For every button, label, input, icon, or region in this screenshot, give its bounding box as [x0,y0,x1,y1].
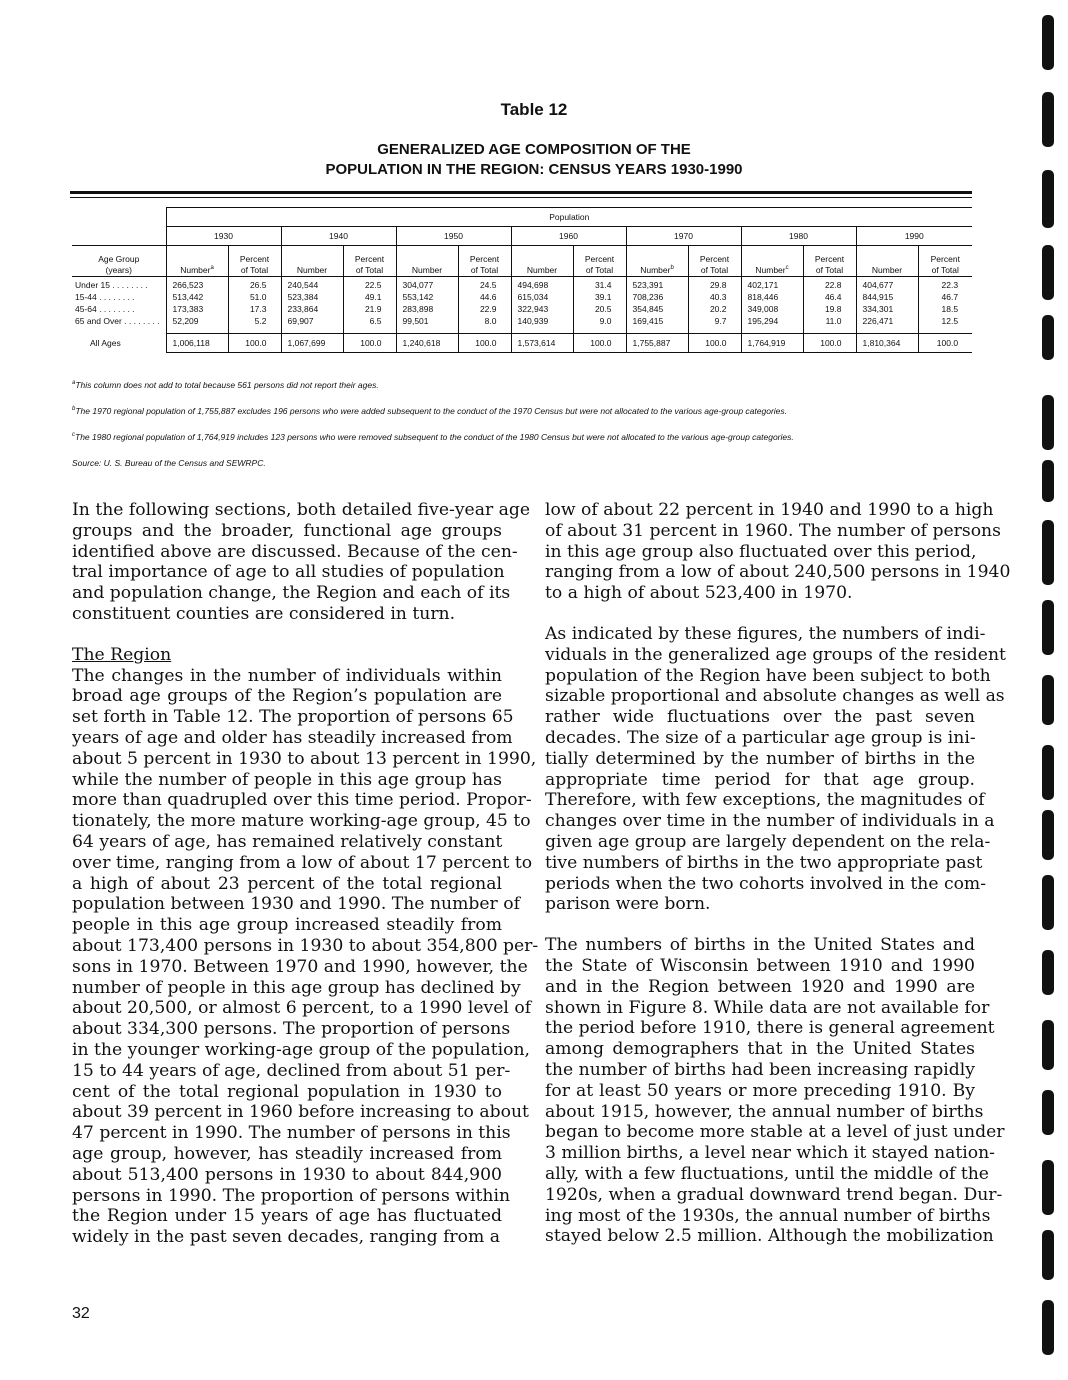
title-rule-thick [70,191,972,194]
number-label: Number [526,265,558,275]
number-cell: 844,915 [856,291,918,303]
age-group-label: 65 and Over [75,316,122,326]
text-line: more than quadrupled over this time period. Propor- [72,790,532,811]
percent-label-line-1: Percent [814,254,845,264]
table-row [72,315,972,327]
table-row [72,303,972,315]
text-line: 64 years of age, has remained relatively constant [72,831,503,852]
percent-cell: 20.5 [573,303,626,315]
right-paragraph-3 [545,935,1005,1247]
number-cell: 322,943 [511,303,573,315]
percent-cell: 22.9 [458,303,511,315]
text-line: the Region under 15 years of age has fluctuated [72,1206,502,1227]
percent-label-line-1: Percent [239,254,270,264]
number-cell: 708,236 [626,291,688,303]
text-line: 47 percent in 1990. The number of persons in this [72,1123,511,1144]
right-paragraph-2 [545,623,1006,915]
text-line: about 334,300 persons. The proportion of persons [72,1019,511,1040]
number-label: Number [180,265,211,275]
table-title-line-2: POPULATION IN THE REGION: CENSUS YEARS 1930-1990 [325,161,743,178]
number-label: Number [640,265,671,275]
number-column-header [281,246,343,277]
total-percent-cell: 100.0 [688,334,741,353]
right-text-column [545,500,1011,1247]
year-header: 1970 [626,227,741,246]
total-number-cell: 1,810,364 [856,334,918,353]
percent-cell: 22.8 [803,277,856,292]
percent-cell: 11.0 [803,315,856,327]
total-age-label: All Ages [90,338,121,348]
binding-edge-marks [1036,0,1060,1380]
percent-cell: 29.8 [688,277,741,292]
year-header: 1990 [856,227,972,246]
text-line: in this age group also fluctuated over this period, [545,541,977,562]
percent-cell: 20.2 [688,303,741,315]
table-row [72,291,972,303]
percent-column-header [803,246,856,277]
number-footnote-mark: a [210,265,214,272]
table-source: Source: U. S. Bureau of the Census and SEWRPC. [72,458,266,468]
number-cell: 513,442 [166,291,228,303]
number-label: Number [411,265,443,275]
percent-cell: 31.4 [573,277,626,292]
number-cell: 304,077 [396,277,458,292]
number-label: Number [296,265,328,275]
percent-cell: 51.0 [228,291,281,303]
text-line: about 173,400 persons in 1930 to about 354,800 per- [72,935,539,956]
percent-cell: 8.0 [458,315,511,327]
number-cell: 523,391 [626,277,688,292]
number-column-header [166,246,228,277]
total-number-cell: 1,573,614 [511,334,573,353]
age-group-header-line-1: Age Group [98,254,140,264]
number-cell: 553,142 [396,291,458,303]
text-line: began to become more stable at a level of just under [545,1122,1005,1143]
text-line: population between 1930 and 1990. The number of [72,894,520,915]
text-line: among demographers that in the United States [545,1039,975,1060]
percent-cell: 9.7 [688,315,741,327]
text-line: In the following sections, both detailed five-year age [72,500,531,520]
text-line: changes over time in the number of individuals in a [545,811,995,832]
text-line: low of about 22 percent in 1940 and 1990 to a high [545,500,994,520]
text-line: rather wide fluctuations over the past seven [545,707,975,728]
text-line: for at least 50 years or more preceding 1910. By [545,1080,975,1101]
table-stub-blank [72,208,166,227]
total-percent-cell: 100.0 [458,334,511,353]
number-cell: 404,677 [856,277,918,292]
number-cell: 52,209 [166,315,228,327]
footnote-a-mark: a [72,380,76,387]
text-line: cent of the total regional population in 1930 to [72,1081,502,1102]
percent-cell: 18.5 [918,303,972,315]
age-group-cell: Under 15 . . . . . . . . [75,280,148,290]
text-line: The changes in the number of individuals within [72,665,502,686]
table-title-line-1: GENERALIZED AGE COMPOSITION OF THE [377,141,691,158]
footnote-c-text: The 1980 regional population of 1,764,919 includes 123 persons who were removed subsequent to the conduct of the 1980 Census but were not allocated to the various age-group categories. [75,432,794,442]
text-line: As indicated by these figures, the numbers of indi- [545,623,986,644]
text-line: decades. The size of a particular age group is ini- [545,727,976,748]
number-label: Number [871,265,903,275]
percent-cell: 17.3 [228,303,281,315]
total-number-cell: 1,006,118 [166,334,228,353]
table-title [0,140,1068,180]
percent-label-line-2: of Total [585,265,614,275]
number-column-header [741,246,803,277]
text-line: in the younger working-age group of the population, [72,1039,530,1060]
text-line: and in the Region between 1920 and 1990 are [545,976,975,997]
total-number-cell: 1,067,699 [281,334,343,353]
age-composition-table-container [72,207,972,353]
age-group-header-line-2: (years) [105,265,132,275]
text-line: about 5 percent in 1930 to about 13 percent in 1990, [72,748,537,769]
number-cell: 140,939 [511,315,573,327]
text-line: given age group are largely dependent on the rela- [545,831,991,852]
percent-column-header [343,246,396,277]
footnote-b-text: The 1970 regional population of 1,755,887 excludes 196 persons who were added subsequent to the conduct of the 1970 Census but were not allocated to the various age-group categories. [75,406,788,416]
text-line: ally, with a few fluctuations, until the middle of the [545,1163,989,1184]
text-line: years of age and older has steadily increased from [72,727,513,748]
age-group-cell: 65 and Over . . . . . . . . [75,316,160,326]
age-composition-table [72,207,972,353]
text-line: and population change, the Region and each of its [72,583,511,604]
age-group-label: 45-64 [75,304,97,314]
text-line: ranging from a low of about 240,500 persons in 1940 [545,562,1011,583]
age-group-label: 15-44 [75,292,97,302]
percent-label-line-2: of Total [240,265,269,275]
table-stub-blank [72,227,166,246]
percent-column-header [918,246,972,277]
total-percent-cell: 100.0 [228,334,281,353]
year-header: 1930 [166,227,281,246]
text-line: age group, however, has steadily increased from [72,1143,502,1164]
percent-cell: 22.3 [918,277,972,292]
number-cell: 226,471 [856,315,918,327]
right-paragraph-1 [545,500,1011,604]
percent-label-line-2: of Total [470,265,499,275]
footnote-a-text: This column does not add to total because 561 persons did not report their ages. [75,380,379,390]
age-group-cell: 45-64 . . . . . . . . [75,304,135,314]
text-line: sons in 1970. Between 1970 and 1990, however, the [72,956,528,977]
percent-label-line-1: Percent [930,254,960,264]
total-percent-cell: 100.0 [803,334,856,353]
text-line: The numbers of births in the United States and [545,935,975,956]
total-number-cell: 1,755,887 [626,334,688,353]
percent-cell: 6.5 [343,315,396,327]
number-cell: 173,383 [166,303,228,315]
text-line: constituent counties are considered in turn. [72,603,456,624]
text-line: ing most of the 1930s, the annual number of births [545,1205,991,1226]
year-header: 1960 [511,227,626,246]
percent-column-header [688,246,741,277]
number-cell: 99,501 [396,315,458,327]
page-number: 32 [72,1305,90,1322]
total-percent-cell: 100.0 [918,334,972,353]
number-cell: 240,544 [281,277,343,292]
footnote-a [72,380,379,390]
number-column-header [856,246,918,277]
number-cell: 402,171 [741,277,803,292]
number-column-header [396,246,458,277]
number-cell: 266,523 [166,277,228,292]
percent-cell: 21.9 [343,303,396,315]
population-header: Population [166,208,972,227]
percent-cell: 9.0 [573,315,626,327]
footnote-c-mark: c [72,432,75,439]
year-header: 1980 [741,227,856,246]
number-cell: 69,907 [281,315,343,327]
total-percent-cell: 100.0 [573,334,626,353]
percent-cell: 12.5 [918,315,972,327]
text-line: appropriate time period for that age group. [545,769,975,790]
title-rule-thin [70,197,972,198]
number-footnote-mark: c [785,265,789,272]
percent-cell: 22.5 [343,277,396,292]
text-line: parison were born. [545,894,711,915]
text-line: people in this age group increased steadily from [72,915,502,936]
intro-paragraph [72,500,531,625]
text-line: 15 to 44 years of age, declined from about 51 per- [72,1060,511,1081]
number-column-header [511,246,573,277]
number-cell: 283,898 [396,303,458,315]
text-line: broad age groups of the Region’s population are [72,686,502,707]
text-line: about 20,500, or almost 6 percent, to a 1990 level of [72,998,532,1019]
text-line: about 513,400 persons in 1930 to about 844,900 [72,1164,502,1185]
region-heading: The Region [72,644,172,665]
number-cell: 334,301 [856,303,918,315]
number-cell: 615,034 [511,291,573,303]
text-line: widely in the past seven decades, ranging from a [72,1227,501,1248]
percent-cell: 44.6 [458,291,511,303]
text-line: the period before 1910, there is general agreement [545,1018,995,1039]
text-line: about 1915, however, the annual number of births [545,1101,984,1122]
footnote-b-mark: b [72,406,76,413]
number-cell: 233,864 [281,303,343,315]
text-line: stayed below 2.5 million. Although the mobilization [545,1226,994,1247]
percent-cell: 39.1 [573,291,626,303]
footnote-c [72,432,794,442]
text-line: the State of Wisconsin between 1910 and 1990 [545,955,975,976]
year-header: 1940 [281,227,396,246]
text-line: tially determined by the number of births in the [545,748,975,769]
text-line: set forth in Table 12. The proportion of persons 65 [72,707,514,728]
region-body-paragraph [72,665,539,1248]
percent-label-line-1: Percent [469,254,500,264]
footnote-b [72,406,787,416]
text-line: number of people in this age group has declined by [72,977,521,998]
text-line: 3 million births, a level near which it stayed nation- [545,1143,995,1164]
percent-cell: 5.2 [228,315,281,327]
text-line: about 39 percent in 1960 before increasing to about [72,1102,529,1123]
total-number-cell: 1,240,618 [396,334,458,353]
age-group-label: Under 15 [75,280,110,290]
text-line: Therefore, with few exceptions, the magnitudes of [545,790,985,811]
percent-column-header [458,246,511,277]
number-cell: 523,384 [281,291,343,303]
text-line: a high of about 23 percent of the total regional [72,873,502,894]
text-line: tral importance of age to all studies of population [72,562,505,583]
percent-cell: 49.1 [343,291,396,303]
number-column-header [626,246,688,277]
age-group-header [72,246,166,277]
number-cell: 354,845 [626,303,688,315]
percent-label-line-1: Percent [699,254,730,264]
text-line: population of the Region have been subject to both [545,665,991,686]
text-line: persons in 1990. The proportion of persons within [72,1185,511,1206]
percent-label-line-2: of Total [700,265,729,275]
percent-label-line-2: of Total [355,265,384,275]
percent-cell: 24.5 [458,277,511,292]
text-line: over time, ranging from a low of about 17 percent to [72,852,533,873]
percent-label-line-1: Percent [354,254,385,264]
text-line: the number of births had been increasing rapidly [545,1059,975,1080]
total-number-cell: 1,764,919 [741,334,803,353]
percent-cell: 46.4 [803,291,856,303]
percent-cell: 46.7 [918,291,972,303]
number-cell: 494,698 [511,277,573,292]
text-line: while the number of people in this age group has [72,769,502,790]
left-text-column [72,500,539,1248]
year-header: 1950 [396,227,511,246]
percent-cell: 26.5 [228,277,281,292]
text-line: to a high of about 523,400 in 1970. [545,583,853,604]
number-cell: 818,446 [741,291,803,303]
number-cell: 169,415 [626,315,688,327]
text-line: of about 31 percent in 1960. The number of persons [545,520,1001,541]
table-label: Table 12 [500,100,568,119]
number-cell: 195,294 [741,315,803,327]
text-line: tive numbers of births in the two appropriate past [545,852,983,873]
percent-label-line-1: Percent [584,254,615,264]
text-line: groups and the broader, functional age groups [72,520,502,541]
number-cell: 349,008 [741,303,803,315]
number-footnote-mark: b [670,265,674,272]
text-line: identified above are discussed. Because of the cen- [72,541,518,562]
text-line: periods when the two cohorts involved in the com- [545,873,987,894]
total-percent-cell: 100.0 [343,334,396,353]
percent-cell: 40.3 [688,291,741,303]
number-label: Number [755,265,786,275]
text-line: viduals in the generalized age groups of the resident [545,644,1006,665]
text-line: shown in Figure 8. While data are not available for [545,997,990,1018]
percent-column-header [228,246,281,277]
total-row [72,334,972,353]
percent-label-line-2: of Total [815,265,844,275]
text-line: 1920s, when a gradual downward trend began. Dur- [545,1184,1003,1205]
age-group-cell: 15-44 . . . . . . . . [75,292,135,302]
percent-cell: 19.8 [803,303,856,315]
percent-label-line-2: of Total [931,265,959,275]
text-line: sizable proportional and absolute changes as well as [545,686,1005,707]
percent-column-header [573,246,626,277]
table-row [72,277,972,292]
text-line: tionately, the more mature working-age group, 45 to [72,811,531,832]
